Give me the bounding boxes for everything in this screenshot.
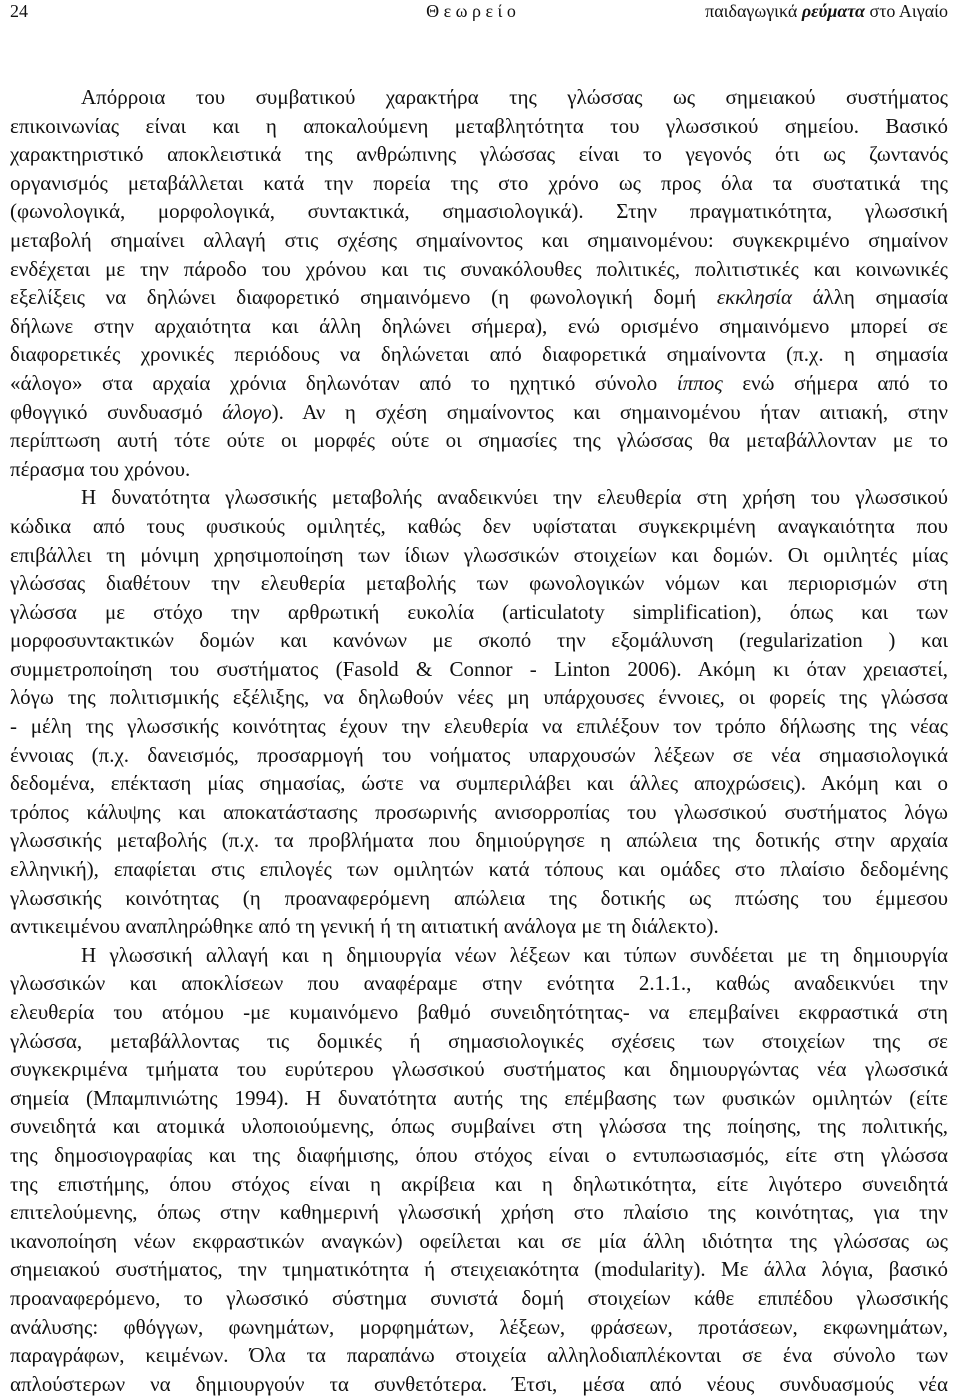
text-line: Απόρροια του συμβατικού χαρακτήρα της γλώσσας ως σημειακού συστήματος <box>81 85 948 109</box>
text-line: γλωσσικής κοινότητας (η προαναφερόμενη απώλεια της δοτικής ως πτώσης του έμμεσου <box>10 885 948 910</box>
text-line: γλώσσα, μεταβάλλοντας τις δομικές ή σημασιολογικές σχέσεις των στοιχείων της σε <box>10 1028 948 1053</box>
text-run: «άλογο» στα αρχαία χρόνια δηλωνόταν από το ηχητικό σύνολο <box>10 370 677 395</box>
text-line <box>10 398 948 427</box>
text-line: αντικειμένου αναπληρώθηκε από τη γενική ή τη αιτιατική ανάλογα με τη διάλεκτο). <box>10 914 719 939</box>
page-number: 24 <box>10 1 28 21</box>
italic-term: άλογο <box>222 399 272 424</box>
text-line: Η γλωσσική αλλαγή και η δημιουργία νέων λέξεων και τύπων συνδέεται με τη δημιουργία <box>81 942 948 967</box>
text-line: χαρακτηριστικό αποκλειστικά της ανθρώπινης γλώσσας είναι το γεγονός ότι ως ζωντανός <box>10 142 948 167</box>
text-run: ). Αν η σχέση σημαίνοντος και σημαινομένου ήταν αιτιακή, στην <box>271 399 948 424</box>
text-line: ενδέχεται με την πάροδο του χρόνου και τις συνακόλουθες πολιτικές, πολιτιστικές και κοινωνικές <box>10 256 948 281</box>
text-line: οργανισμός μεταβάλλεται κατά την πορεία της στο χρόνο ως προς όλα τα συστατικά της <box>10 170 948 195</box>
text-line: διαφορετικές χρονικές περιόδους να δηλώνεται από διαφορετικά σημαίνοντα (π.χ. η σημασία <box>10 342 948 367</box>
text-line: τρόπος κάλυψης και αποκατάστασης προσωρινής ανισορροπίας του γλωσσικού συστήματος λόγω <box>10 799 948 824</box>
text-run: φθογγικό συνδυασμό <box>10 399 223 424</box>
text-line: ικανοποίηση νέων εκφραστικών αναγκών) οφείλεται και σε μία άλλη ιδιότητα της γλώσσας ως <box>10 1228 948 1253</box>
text-line: σημειακού συστήματος, την τμηματικότητα ή στειχειακότητα (modularity). Με άλλα λόγια, βασικό <box>10 1257 948 1282</box>
text-line: (φωνολογικά, μορφολογικά, συντακτικά, σημασιολογικά). Στην πραγματικότητα, γλωσσική <box>10 199 948 224</box>
text-line: της δημοσιογραφίας και της διαφήμισης, όπου στόχος είναι ο εντυπωσιασμός, είτε στη γλώσσα <box>10 1142 948 1167</box>
text-line: γλώσσας διαθέτουν την ελευθερία μεταβολής των φωνολογικών νόμων και περιορισμών στη <box>10 571 948 596</box>
text-line: γλωσσικών και αποκλίσεων που αναφέραμε στην ενότητα 2.1.1., καθώς αναδεικνύει την <box>10 971 948 996</box>
text-line: συμμετροποίηση του συστήματος (Fasold & Connor - Linton 2006). Ακόμη κι όταν χρειαστεί, <box>10 656 948 681</box>
text-line: πέρασμα του χρόνου. <box>10 456 191 481</box>
section-title: Θ ε ω ρ ε ί ο <box>426 1 516 21</box>
text-line <box>10 369 948 398</box>
text-line: γλωσσικής μεταβολής (π.χ. τα προβλήματα που δημιούργησε η απώλεια της δοτικής στην αρχαία <box>10 828 948 853</box>
journal-title <box>705 0 948 22</box>
text-line: σημεία (Μπαμπινιώτης 1994). Η δυνατότητα αυτής της επέμβασης των φυσικών ομιλητών (είτε <box>10 1085 948 1110</box>
text-line: ελευθερία του ατόμου -με κυμαινόμενο βαθμό συνειδητότητας- να επεμβαίνει εκφραστικά στη <box>10 1000 948 1024</box>
body-text <box>10 83 948 1398</box>
text-line: απλούστερων να δημιουργούν τα συνθετότερα. Έτσι, μέσα από νέους συνδυασμούς νέα <box>10 1371 948 1396</box>
running-header <box>0 0 960 22</box>
text-line: μορφοσυντακτικών δομών και κανόνων με σκοπό την εξομάλυνση (regularization ) και <box>10 628 948 653</box>
text-line <box>10 283 948 312</box>
text-line: λόγω της πολιτισμικής εξέλιξης, να δηλωθούν νέες μη υπάρχουσες έννοιες, οι φορείς της γλώσσα <box>10 685 948 710</box>
journal-title-end: στο Αιγαίο <box>869 1 948 21</box>
text-line: ανάλυσης: φθόγγων, φωνημάτων, μορφημάτων, λέξεων, φράσεων, προτάσεων, εκφωνημάτων, <box>10 1314 948 1339</box>
text-line: επιτελούμενης, όπως στην καθημερινή γλωσσική χρήση στο πλαίσιο της κοινότητας, για την <box>10 1200 948 1225</box>
paragraph <box>10 483 948 941</box>
text-line: έννοιας (π.χ. δανεισμός, προσαρμογή του νοήματος υπαρχουσών λέξεων σε νέα σημασιολογικά <box>10 742 948 767</box>
text-line: περίπτωση αυτή τότε ούτε οι μορφές ούτε οι σημασίες της γλώσσας θα μεταβάλλονταν με το <box>10 428 948 453</box>
text-line: συγκεκριμένα τμήματα του ευρύτερου γλωσσικού συστήματος και δημιουργώντας νέα γλωσσικά <box>10 1057 948 1082</box>
text-run: άλλη σημασία <box>791 285 949 310</box>
journal-title-start: παιδαγωγικά <box>705 1 798 21</box>
text-line: συνειδητά και ατομικά υλοποιούμενης, όπως συμβαίνει στη γλώσσα της ποίησης, της πολιτικής, <box>10 1114 948 1139</box>
text-line: κώδικα από τους φυσικούς ομιλητές, καθώς δεν υφίσταται συγκεκριμένη αναγκαιότητα που <box>10 513 948 538</box>
text-line: δήλωνε στην αρχαιότητα και άλλη δηλώνει σήμερα), ενώ ορισμένο σημαινόμενο μπορεί σε <box>10 313 948 338</box>
text-line: ελληνική), επαφίεται στις επιλογές των ομιλητών κατά τόπους και ομάδες στο πλαίσιο δεδομένης <box>10 857 948 882</box>
text-line: γλώσσα με στόχο την αρθρωτική ευκολία (articulatoty simplification), όπως και των <box>10 599 948 624</box>
text-line: επικοινωνίας είναι και η αποκαλούμενη μεταβλητότητα του γλωσσικού σημείου. Βασικό <box>10 113 948 138</box>
journal-title-emphasis: ρεύματα <box>801 1 865 21</box>
paragraph <box>10 941 948 1399</box>
text-line: παραγράφων, κειμένων. Όλα τα παραπάνω στοιχεία αλληλοδιαπλέκονται σε ένα σύνολο των <box>10 1343 948 1368</box>
text-line: δεδομένα, επέκταση μίας σημασίας, ώστε να συμπεριλάβει και άλλες αποχρώσεις). Ακόμη και ο <box>10 771 948 796</box>
text-line: μεταβολή σημαίνει αλλαγή στις σχέσης σημαίνοντος και σημαινομένου: συγκεκριμένο σημαίνον <box>10 227 948 252</box>
text-line: της επιστήμης, όπου στόχος είναι η ακρίβεια και η δηλωτικότητα, είτε λιγότερο συνειδητά <box>10 1171 948 1196</box>
text-line: επιβάλλει τη μόνιμη χρησιμοποίηση των ίδιων γλωσσικών στοιχείων και δομών. Οι ομιλητές μίας <box>10 542 948 567</box>
text-run: εξελίξεις να δηλώνει διαφορετικό σημαινόμενο (η φωνολογική δομή <box>10 285 717 310</box>
text-run: ενώ σήμερα από το <box>722 370 948 395</box>
text-line: προαναφερόμενο, το γλωσσικό σύστημα συνιστά δομή στοιχείων κάθε επιπέδου γλωσσικής <box>10 1285 948 1310</box>
paragraph <box>10 83 948 483</box>
italic-term: εκκλησία <box>716 285 792 310</box>
text-line: Η δυνατότητα γλωσσικής μεταβολής αναδεικνύει την ελευθερία στη χρήση του γλωσσικού <box>81 485 948 510</box>
text-line: - μέλη της γλωσσικής κοινότητας έχουν την ελευθερία να επιλέξουν τον τρόπο δήλωσης της νέας <box>10 714 948 739</box>
italic-term: ίππος <box>676 370 723 395</box>
